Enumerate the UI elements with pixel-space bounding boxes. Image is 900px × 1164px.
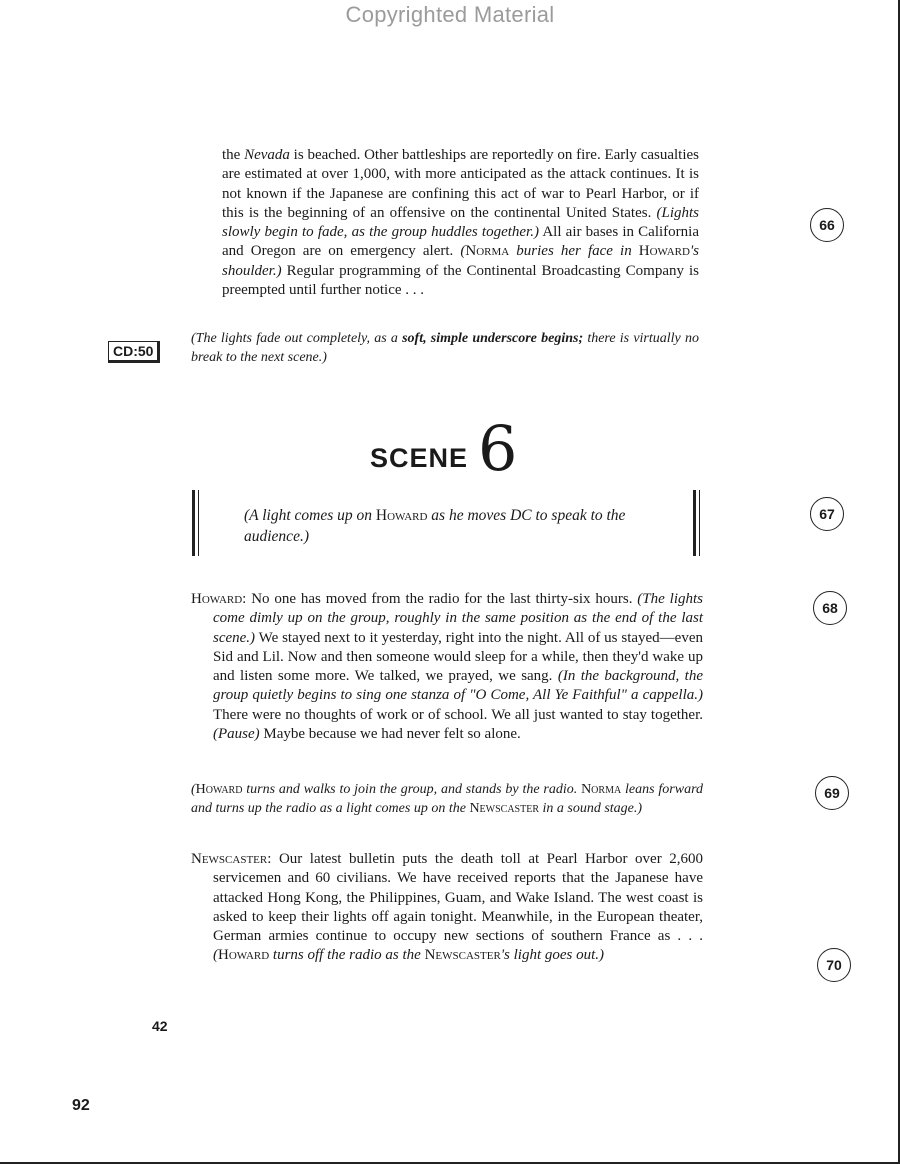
page-number: 92: [72, 1097, 90, 1114]
speaker-name: Howard:: [191, 591, 247, 607]
stage-direction-block: [191, 781, 703, 818]
howard-speech: [191, 590, 703, 744]
paragraph-1: [222, 146, 699, 300]
paragraph-4: [191, 781, 703, 818]
stage-direction-block: [191, 330, 699, 367]
text: in a sound stage.): [539, 800, 643, 816]
text: turns and walks to join the group, and stands by the radio.: [242, 782, 582, 797]
cue-marker-68: 68: [813, 591, 847, 625]
stage-direction: (: [460, 243, 466, 260]
stage-direction: (Lights slowly begin to fade, as the group huddles together.): [222, 204, 699, 241]
speaker-name: Newscaster:: [191, 851, 272, 867]
text: There were no thoughts of work or of school. We all just wanted to stay together.: [213, 706, 703, 723]
scene-word: SCENE: [370, 443, 469, 473]
character-name: Norma: [581, 782, 622, 797]
text: as he moves DC to speak to the audience.): [244, 507, 626, 545]
stage-direction: turns off the radio as the: [269, 947, 425, 964]
stage-direction: 's light goes out.): [500, 947, 605, 964]
stage-direction: (Pause): [213, 726, 260, 743]
stage-direction: (The lights come dimly up on the group, roughly in the same position as the end of the last scene.): [213, 591, 703, 646]
scene-number: 6: [478, 412, 518, 485]
cue-marker-66: 66: [810, 208, 844, 242]
character-name: Howard: [195, 782, 243, 797]
boxed-stage-direction: [244, 505, 664, 547]
music-cue: soft, simple underscore begins;: [402, 331, 584, 346]
character-name: Norma: [465, 243, 510, 260]
cue-marker-67: 67: [810, 497, 844, 531]
paragraph-2: [191, 330, 699, 367]
text: (The lights fade out completely, as a: [191, 331, 403, 346]
text: All air bases in California and Oregon are on emergency alert.: [222, 224, 699, 260]
text: Regular programming of the Continental Broadcasting Company is preempted until further notice . . .: [222, 262, 699, 299]
text: there is virtually no break to the next scene.): [191, 331, 699, 365]
paragraph-box: [244, 505, 664, 547]
text: Our latest bulletin puts the death toll at Pearl Harbor over 2,600 servicemen and 60 civilians. We have received reports that the Japanese have attacked Hong Kong, the Philippines, Guam, and Wake Island. The west coast is asked to keep their lights off again tonight. Meanwhile, in the European theater, German armies continue to occupy new sections of southern France as . . .: [213, 851, 703, 945]
stage-direction: 's shoulder.): [222, 243, 699, 279]
cue-marker-70: 70: [817, 948, 851, 982]
stage-direction: (In the background, the group quietly begins to sing one stanza of "O Come, All Ye Faithful" a cappella.): [213, 668, 703, 704]
paragraph-3: [191, 590, 703, 744]
text: We stayed next to it yesterday, right into the night. All of us stayed—even Sid and Lil. Now and then someone would sleep for a while, then they'd wake up and listen some more. We talked, we prayed, we sang.: [213, 629, 703, 685]
paragraph-5: [191, 850, 703, 966]
character-name: Newscaster: [424, 947, 501, 964]
character-name: Newscaster: [469, 800, 539, 816]
scene-heading: [370, 412, 518, 485]
speech-continuation: [222, 146, 699, 300]
text: the: [222, 147, 245, 163]
newscaster-speech: [191, 850, 703, 966]
character-name: Howard: [375, 507, 428, 524]
text: (A light comes up on: [244, 507, 376, 524]
text: Maybe because we had never felt so alone.: [259, 726, 521, 743]
character-name: Howard: [218, 947, 270, 964]
stage-direction: (: [213, 947, 218, 964]
ship-name: Nevada: [244, 147, 290, 163]
text: No one has moved from the radio for the last thirty-six hours.: [246, 591, 638, 607]
watermark: Copyrighted Material: [345, 2, 555, 27]
inner-page-number: 42: [152, 1018, 168, 1034]
character-name: Howard: [638, 243, 690, 260]
box-right-bar: [693, 490, 700, 556]
cd-track-label: CD:50: [108, 341, 160, 363]
stage-direction: buries her face in: [509, 243, 639, 260]
text: is beached. Other battleships are reportedly on fire. Early casualties are estimated at over 1,000, with more anticipated as the attack continues. It is not known if the Japanese are confining this act of war to Pearl Harbor, or if this is the beginning of an offensive on the continental United States.: [222, 147, 699, 221]
text: leans forward and turns up the radio as a light comes up on the: [191, 782, 704, 816]
text: (: [191, 782, 196, 797]
box-left-bar: [192, 490, 199, 556]
cue-marker-69: 69: [815, 776, 849, 810]
